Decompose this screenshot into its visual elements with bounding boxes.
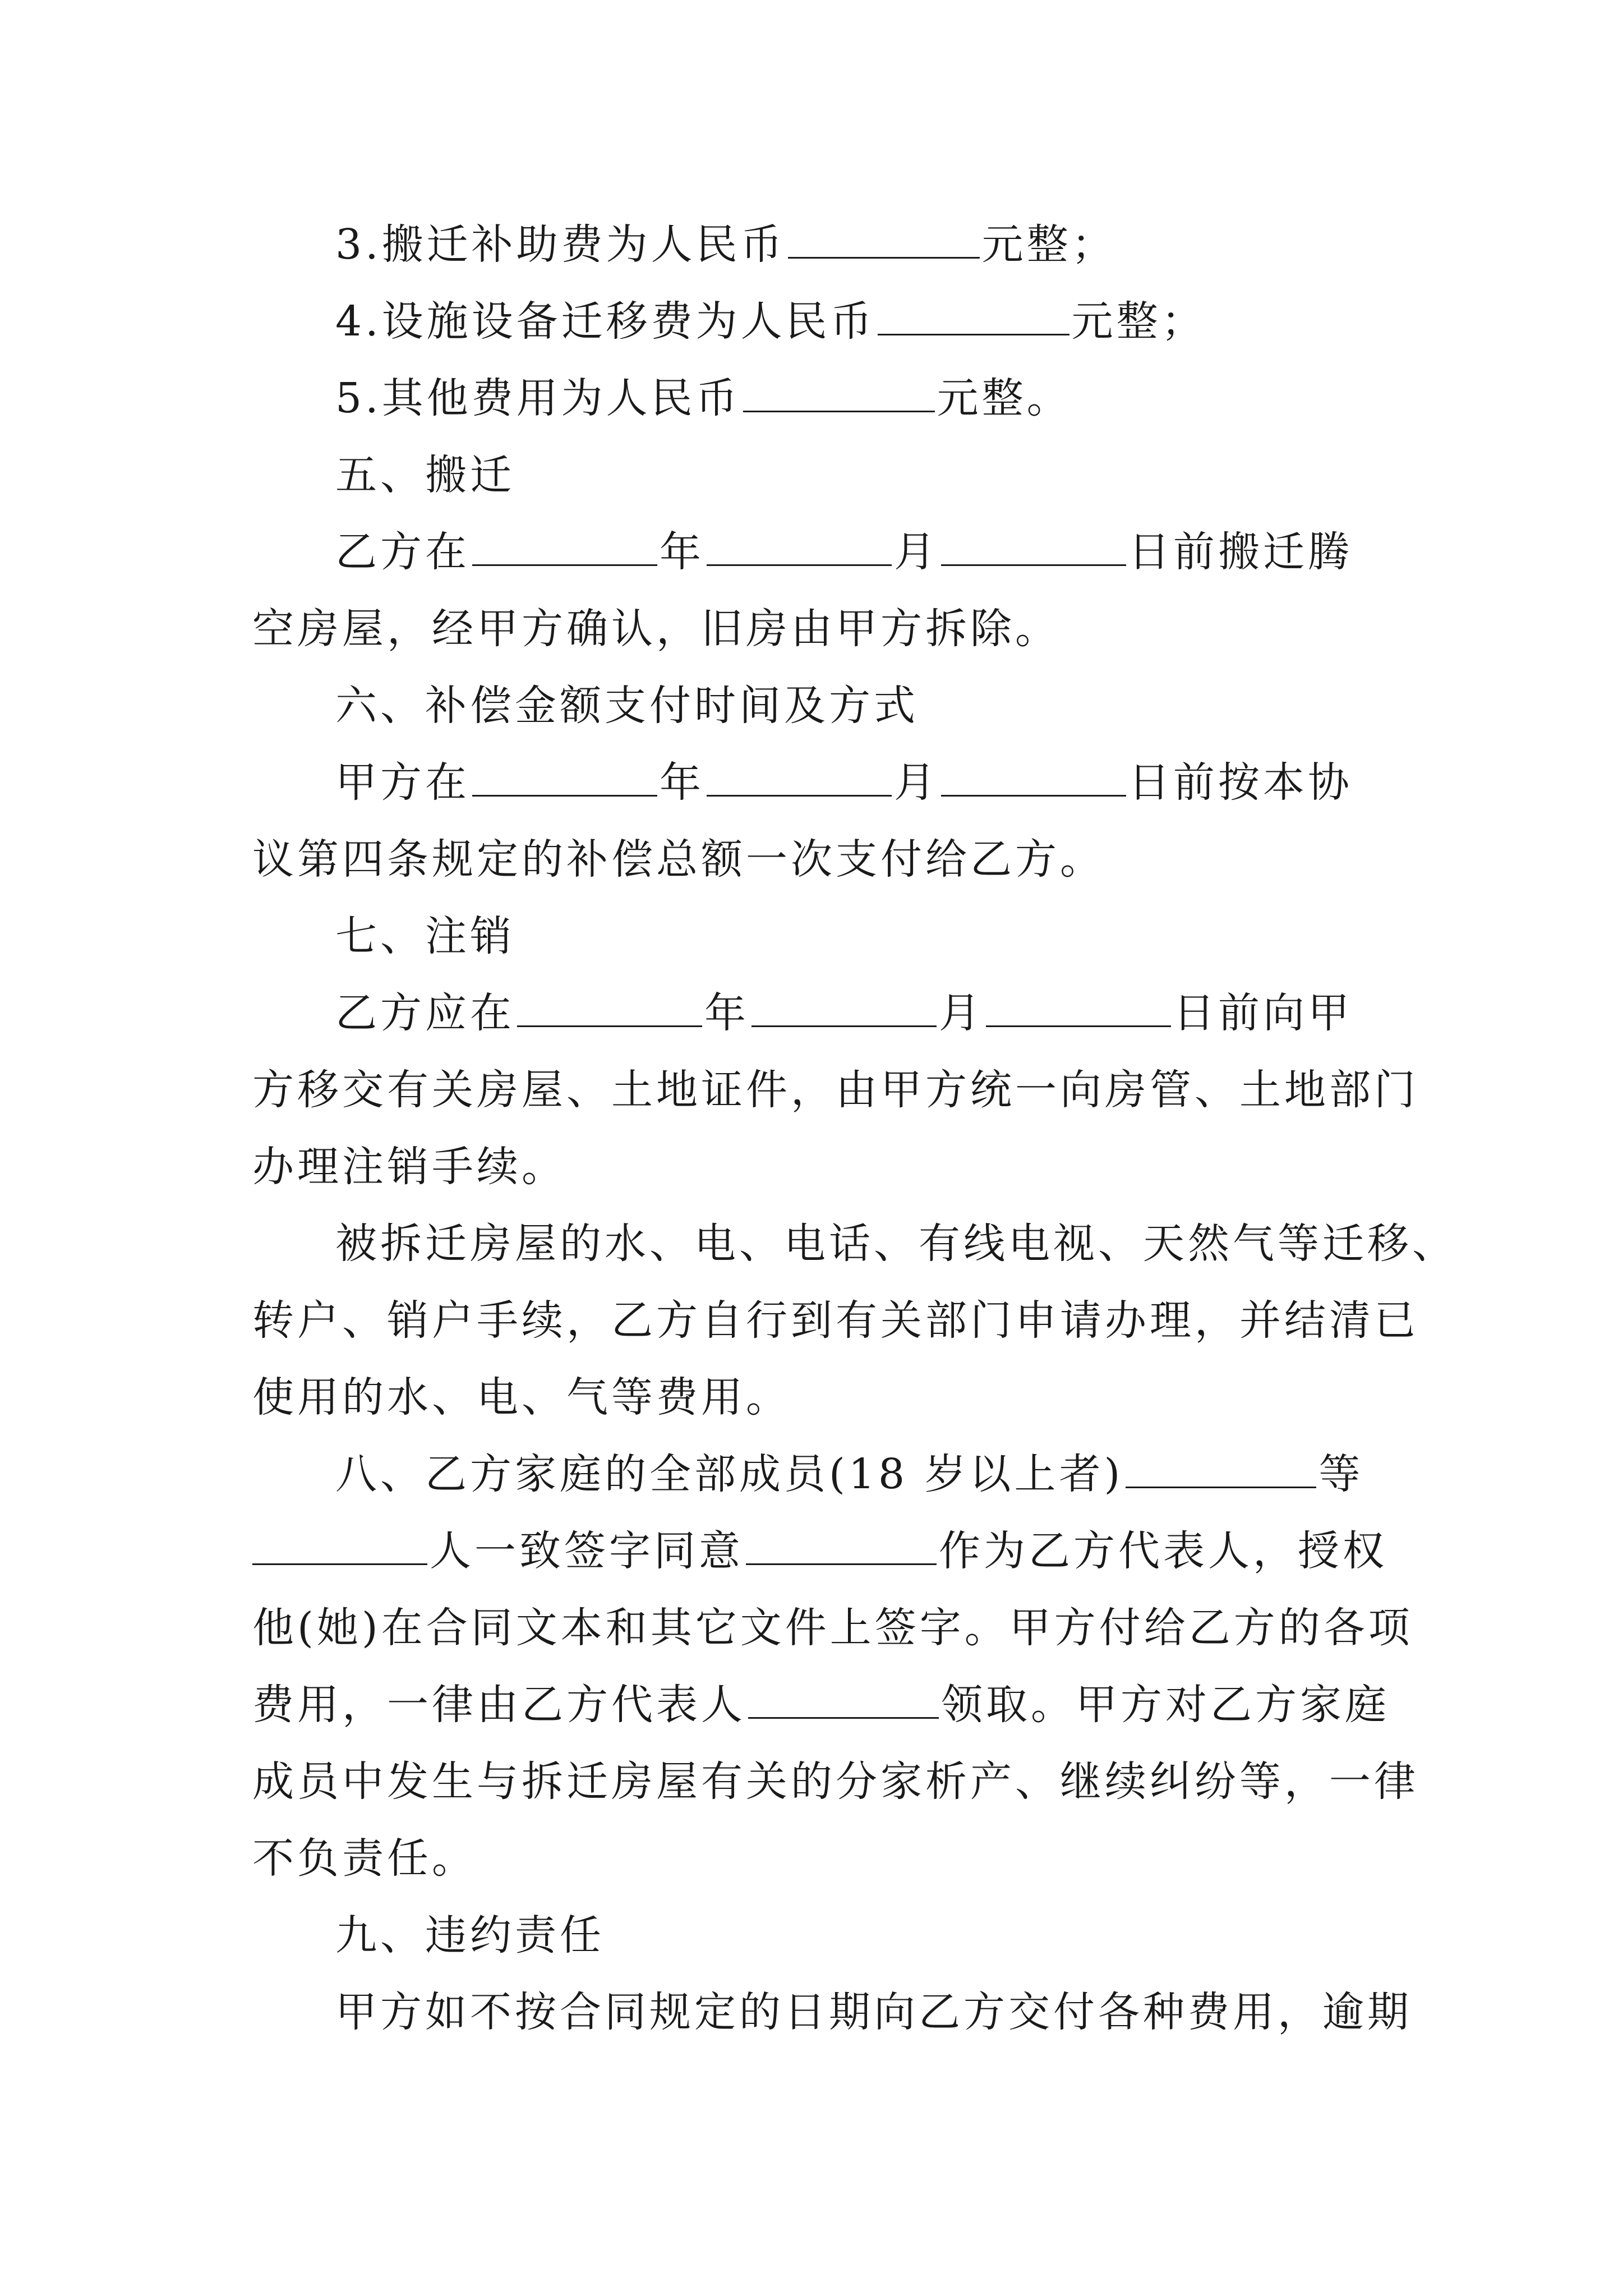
text: 元整。 bbox=[937, 374, 1072, 422]
text: 月 bbox=[894, 528, 939, 576]
blank-month bbox=[707, 531, 892, 566]
paragraph-line bbox=[252, 1129, 1385, 1205]
paragraph-line bbox=[252, 591, 1385, 668]
paragraph-line bbox=[252, 514, 1385, 591]
blank-day bbox=[986, 992, 1171, 1027]
blank-month bbox=[751, 992, 937, 1027]
paragraph-line bbox=[252, 744, 1385, 821]
text: 方移交有关房屋、土地证件，由甲方统一向房管、土地部门 bbox=[252, 1066, 1419, 1114]
text: 议第四条规定的补偿总额一次支付给乙方。 bbox=[252, 835, 1105, 884]
blank-field bbox=[788, 223, 980, 259]
paragraph-line bbox=[252, 1667, 1390, 1743]
section-heading-8 bbox=[252, 1436, 1385, 1513]
text: 空房屋，经甲方确认，旧房由甲方拆除。 bbox=[252, 605, 1060, 653]
text: 日前按本协 bbox=[1128, 758, 1353, 807]
text: 年 bbox=[660, 528, 704, 576]
text: 日前搬迁腾 bbox=[1128, 528, 1353, 576]
paragraph-line bbox=[252, 1743, 1419, 1820]
text: 不负责任。 bbox=[252, 1834, 477, 1883]
blank-day bbox=[941, 531, 1126, 566]
blank-month bbox=[707, 761, 892, 797]
blank-day bbox=[941, 761, 1126, 797]
text: 年 bbox=[660, 758, 704, 807]
text: 领取。甲方对乙方家庭 bbox=[941, 1681, 1390, 1729]
section-heading-9 bbox=[252, 1897, 1385, 1974]
blank-year bbox=[472, 761, 657, 797]
heading-text: 九、违约责任 bbox=[335, 1911, 605, 1959]
blank-representative bbox=[746, 1530, 937, 1565]
text: 元整； bbox=[1071, 297, 1206, 346]
text: 八、乙方家庭的全部成员(18 岁以上者) bbox=[335, 1450, 1124, 1498]
text: 乙方应在 bbox=[335, 989, 515, 1037]
paragraph-line bbox=[252, 1282, 1419, 1359]
text: 他(她)在合同文本和其它文件上签字。甲方付给乙方的各项 bbox=[252, 1604, 1413, 1652]
document-body bbox=[252, 206, 1457, 2051]
heading-text: 五、搬迁 bbox=[335, 451, 515, 499]
heading-text: 七、注销 bbox=[335, 912, 515, 960]
text: 日前向甲 bbox=[1173, 989, 1353, 1037]
text: 甲方在 bbox=[335, 758, 470, 807]
paragraph-line bbox=[252, 1513, 1385, 1590]
text: 4.设施设备迁移费为人民币 bbox=[335, 297, 875, 346]
blank-field bbox=[878, 300, 1069, 335]
paragraph-line bbox=[252, 821, 1385, 898]
clause-4-5 bbox=[252, 360, 1385, 437]
text: 使用的水、电、气等费用。 bbox=[252, 1373, 791, 1421]
paragraph-line bbox=[252, 1820, 1385, 1897]
text: 元整； bbox=[981, 220, 1117, 269]
text: 成员中发生与拆迁房屋有关的分家析产、继续纠纷等，一律 bbox=[252, 1757, 1419, 1806]
blank-field bbox=[743, 377, 935, 412]
text: 甲方如不按合同规定的日期向乙方交付各种费用，逾期 bbox=[335, 1988, 1412, 2036]
text: 月 bbox=[939, 989, 984, 1037]
text: 乙方在 bbox=[335, 528, 470, 576]
text: 等 bbox=[1318, 1450, 1364, 1498]
paragraph-line bbox=[252, 1974, 1412, 2051]
heading-text: 六、补偿金额支付时间及方式 bbox=[335, 682, 919, 730]
paragraph-line bbox=[252, 1359, 1385, 1436]
text: 被拆迁房屋的水、电、电话、有线电视、天然气等迁移、 bbox=[335, 1220, 1457, 1268]
text: 人一致签字同意 bbox=[430, 1527, 744, 1575]
blank-count bbox=[252, 1530, 427, 1565]
section-heading-6 bbox=[252, 668, 1385, 744]
text: 月 bbox=[894, 758, 939, 807]
paragraph-line bbox=[252, 975, 1385, 1052]
clause-4-3 bbox=[252, 206, 1385, 283]
text: 办理注销手续。 bbox=[252, 1143, 566, 1191]
clause-4-4 bbox=[252, 283, 1385, 360]
section-heading-5 bbox=[252, 437, 1385, 514]
blank-representative bbox=[748, 1683, 939, 1719]
text: 转户、销户手续，乙方自行到有关部门申请办理，并结清已 bbox=[252, 1296, 1419, 1345]
text: 年 bbox=[704, 989, 749, 1037]
text: 5.其他费用为人民币 bbox=[335, 374, 741, 422]
text: 费用，一律由乙方代表人 bbox=[252, 1681, 746, 1729]
text: 3.搬迁补助费为人民币 bbox=[335, 220, 786, 269]
paragraph-line bbox=[252, 1205, 1457, 1282]
section-heading-7 bbox=[252, 898, 1385, 975]
blank-year bbox=[472, 531, 657, 566]
paragraph-line bbox=[252, 1052, 1419, 1129]
blank-field bbox=[1126, 1453, 1316, 1488]
blank-year bbox=[517, 992, 702, 1027]
text: 作为乙方代表人，授权 bbox=[939, 1527, 1387, 1575]
paragraph-line bbox=[252, 1590, 1413, 1667]
